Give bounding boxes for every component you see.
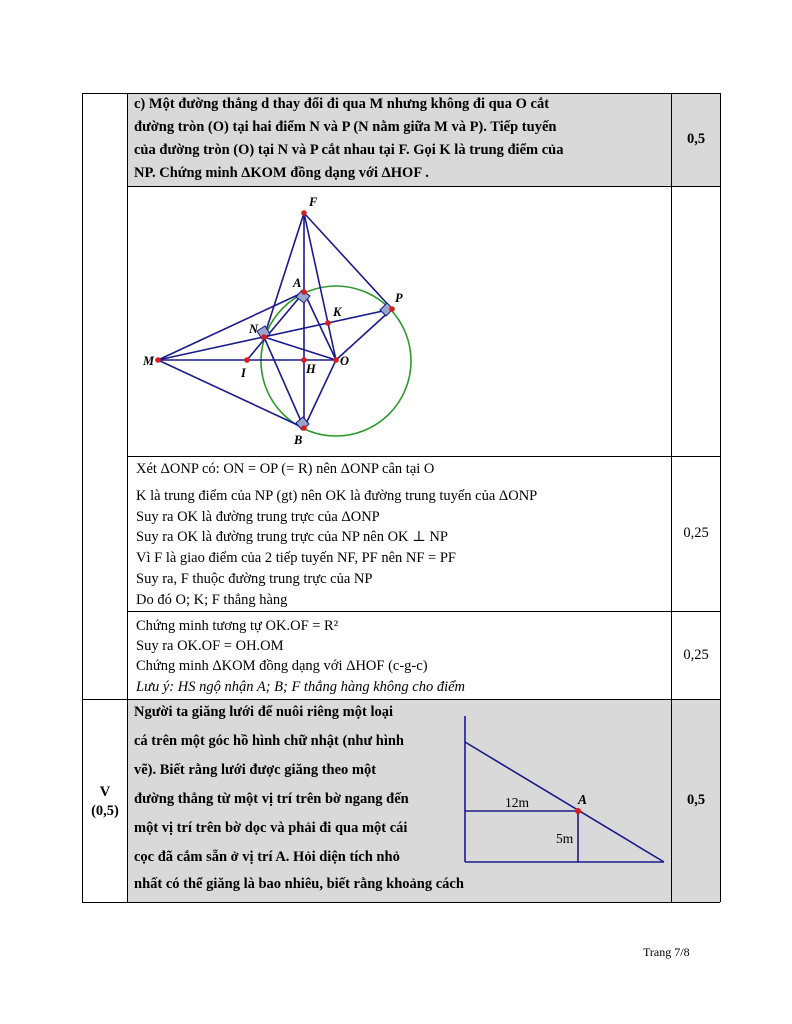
label-b: B bbox=[294, 433, 303, 447]
proof1-line-2: K là trung điểm của NP (gt) nên OK là đường trung tuyến của ΔONP bbox=[136, 488, 538, 504]
part-c-line-3: của đường tròn (O) tại N và P cắt nhau tại F. Gọi K là trung điểm của bbox=[134, 142, 564, 158]
proof2-line-1: Chứng minh tương tự OK.OF = R² bbox=[136, 618, 339, 634]
label-a-pond: A bbox=[578, 792, 588, 807]
part-v-label-roman: V bbox=[99, 784, 111, 800]
label-5m: 5m bbox=[556, 831, 574, 846]
part-v-line-3: vẽ). Biết rằng lưới được giăng theo một bbox=[134, 762, 377, 778]
label-p: P bbox=[395, 291, 403, 305]
part-v-line-4: đường thẳng từ một vị trí trên bờ ngang đến bbox=[134, 791, 409, 807]
part-v-line-5: một vị trí trên bờ dọc và phải đi qua một cái bbox=[134, 820, 408, 836]
label-n: N bbox=[249, 322, 259, 336]
proof2-line-3: Chứng minh ΔKOM đồng dạng với ΔHOF (c-g-c) bbox=[136, 658, 428, 674]
label-m: M bbox=[143, 354, 155, 368]
proof2-line-2: Suy ra OK.OF = OH.OM bbox=[136, 638, 284, 654]
proof1-score: 0,25 bbox=[683, 525, 709, 541]
proof1-line-5: Vì F là giao điểm của 2 tiếp tuyến NF, PF nên NF = PF bbox=[136, 550, 456, 566]
proof1-line-4: Suy ra OK là đường trung trực của NP nên OK ⊥ NP bbox=[136, 529, 448, 545]
part-v-line-2: cá trên một góc hồ hình chữ nhật (như hình bbox=[134, 733, 404, 749]
part-v-line-7: nhất có thể giăng là bao nhiêu, biết rằng khoảng cách bbox=[134, 876, 464, 892]
proof1-line-6: Suy ra, F thuộc đường trung trực của NP bbox=[136, 571, 373, 587]
part-c-line-2: đường tròn (O) tại hai điểm N và P (N nằm giữa M và P). Tiếp tuyến bbox=[134, 119, 557, 135]
proof2-score: 0,25 bbox=[683, 647, 709, 663]
part-v-line-6: cọc đã cắm sẵn ở vị trí A. Hỏi diện tích nhỏ bbox=[134, 849, 400, 865]
part-c-line-1: c) Một đường thẳng d thay đổi đi qua M nhưng không đi qua O cắt bbox=[134, 96, 550, 112]
label-h: H bbox=[306, 362, 316, 376]
part-v-line-1: Người ta giăng lưới để nuôi riêng một loại bbox=[134, 704, 394, 720]
proof1-line-1: Xét ΔONP có: ON = OP (= R) nên ΔONP cân tại O bbox=[136, 461, 435, 477]
part-c-score: 0,5 bbox=[686, 131, 706, 147]
label-f: F bbox=[309, 195, 318, 209]
label-12m: 12m bbox=[505, 795, 530, 810]
proof1-line-7: Do đó O; K; F thẳng hàng bbox=[136, 592, 288, 608]
part-v-score: 0,5 bbox=[686, 792, 706, 808]
label-o: O bbox=[340, 354, 350, 368]
label-i: I bbox=[241, 366, 246, 380]
part-v-label-points: (0,5) bbox=[91, 803, 119, 819]
page-number: Trang 7/8 bbox=[643, 945, 690, 959]
part-c-line-4: NP. Chứng minh ΔKOM đồng dạng với ΔHOF . bbox=[134, 165, 429, 181]
label-k: K bbox=[333, 305, 342, 319]
proof2-note: Lưu ý: HS ngộ nhận A; B; F thẳng hàng không cho điểm bbox=[136, 679, 466, 695]
proof1-line-3: Suy ra OK là đường trung trực của ΔONP bbox=[136, 509, 380, 525]
label-a: A bbox=[293, 276, 302, 290]
